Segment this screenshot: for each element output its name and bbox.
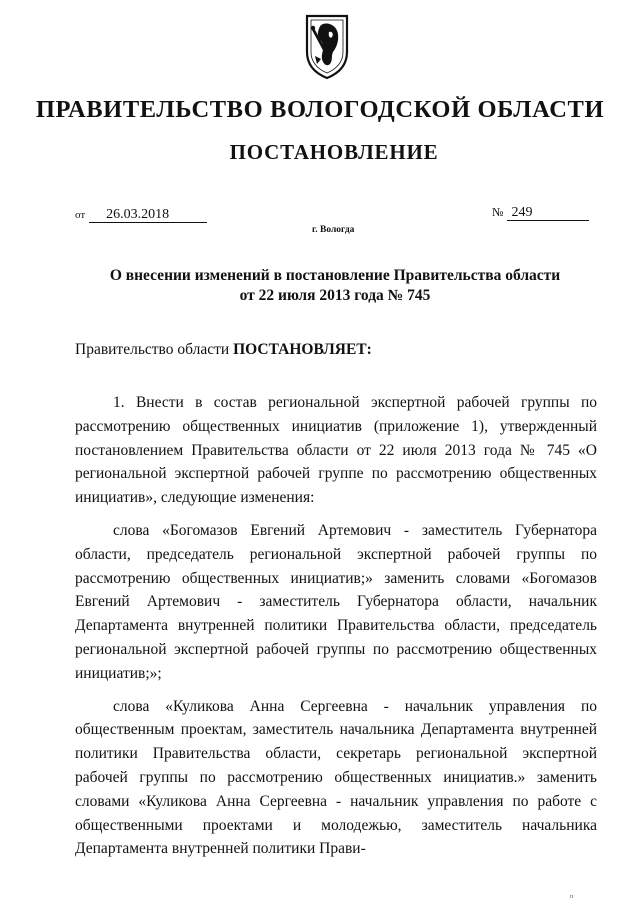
- date-value: 26.03.2018: [89, 207, 207, 223]
- body-paragraph: слова «Богомазов Евгений Артемович - заместитель Губернатора области, председатель региональной экспертной рабочей группы по рассмотрению общественных инициатив;» заменить словами «Богомазов Евгений Артемович - заместитель Губернатора области, начальник Департамента внутренней политики Правительства области, председатель региональной экспертной рабочей группы по рассмотрению общественных инициатив;»;: [75, 521, 597, 682]
- number-label: №: [492, 205, 504, 219]
- preamble-decree-word: ПОСТАНОВЛЯЕТ:: [233, 341, 372, 358]
- document-body: [75, 391, 597, 861]
- subject-line-2: от 22 июля 2013 года № 745: [239, 287, 431, 304]
- preamble-text: Правительство области: [75, 341, 234, 358]
- document-subject: [0, 266, 640, 306]
- subject-line-1: О внесении изменений в постановление Правительства области: [109, 267, 561, 284]
- city-name: г. Вологда: [312, 225, 355, 235]
- document-number: [492, 204, 589, 221]
- body-paragraph: слова «Куликова Анна Сергеевна - начальник управления по общественным проектам, заместитель начальника Департамента внутренней политики Правительства области, секретарь региональной экспертной рабочей группы по рассмотрению общественных инициатив.» заменить словами «Куликова Анна Сергеевна - начальник управления по работе с общественными проектами и молодежью, заместитель начальника Департамента внутренней политики Прави-: [75, 697, 597, 858]
- document-type: ПОСТАНОВЛЕНИЕ: [229, 140, 439, 164]
- body-paragraph: 1. Внести в состав региональной экспертной рабочей группы по рассмотрению общественных инициатив (приложение 1), утвержденный постановлением Правительства области от 22 июля 2013 года № 745 «О региональной экспертной рабочей группе по рассмотрению общественных инициатив», следующие изменения:: [75, 394, 597, 507]
- government-title: ПРАВИТЕЛЬСТВО ВОЛОГОДСКОЙ ОБЛАСТИ: [35, 96, 605, 123]
- preamble: [75, 341, 372, 359]
- document-date: [75, 206, 207, 223]
- date-label: от: [75, 209, 86, 221]
- page-mark: п: [570, 894, 574, 900]
- coat-of-arms-icon: [303, 12, 351, 82]
- number-value: 249: [507, 205, 589, 221]
